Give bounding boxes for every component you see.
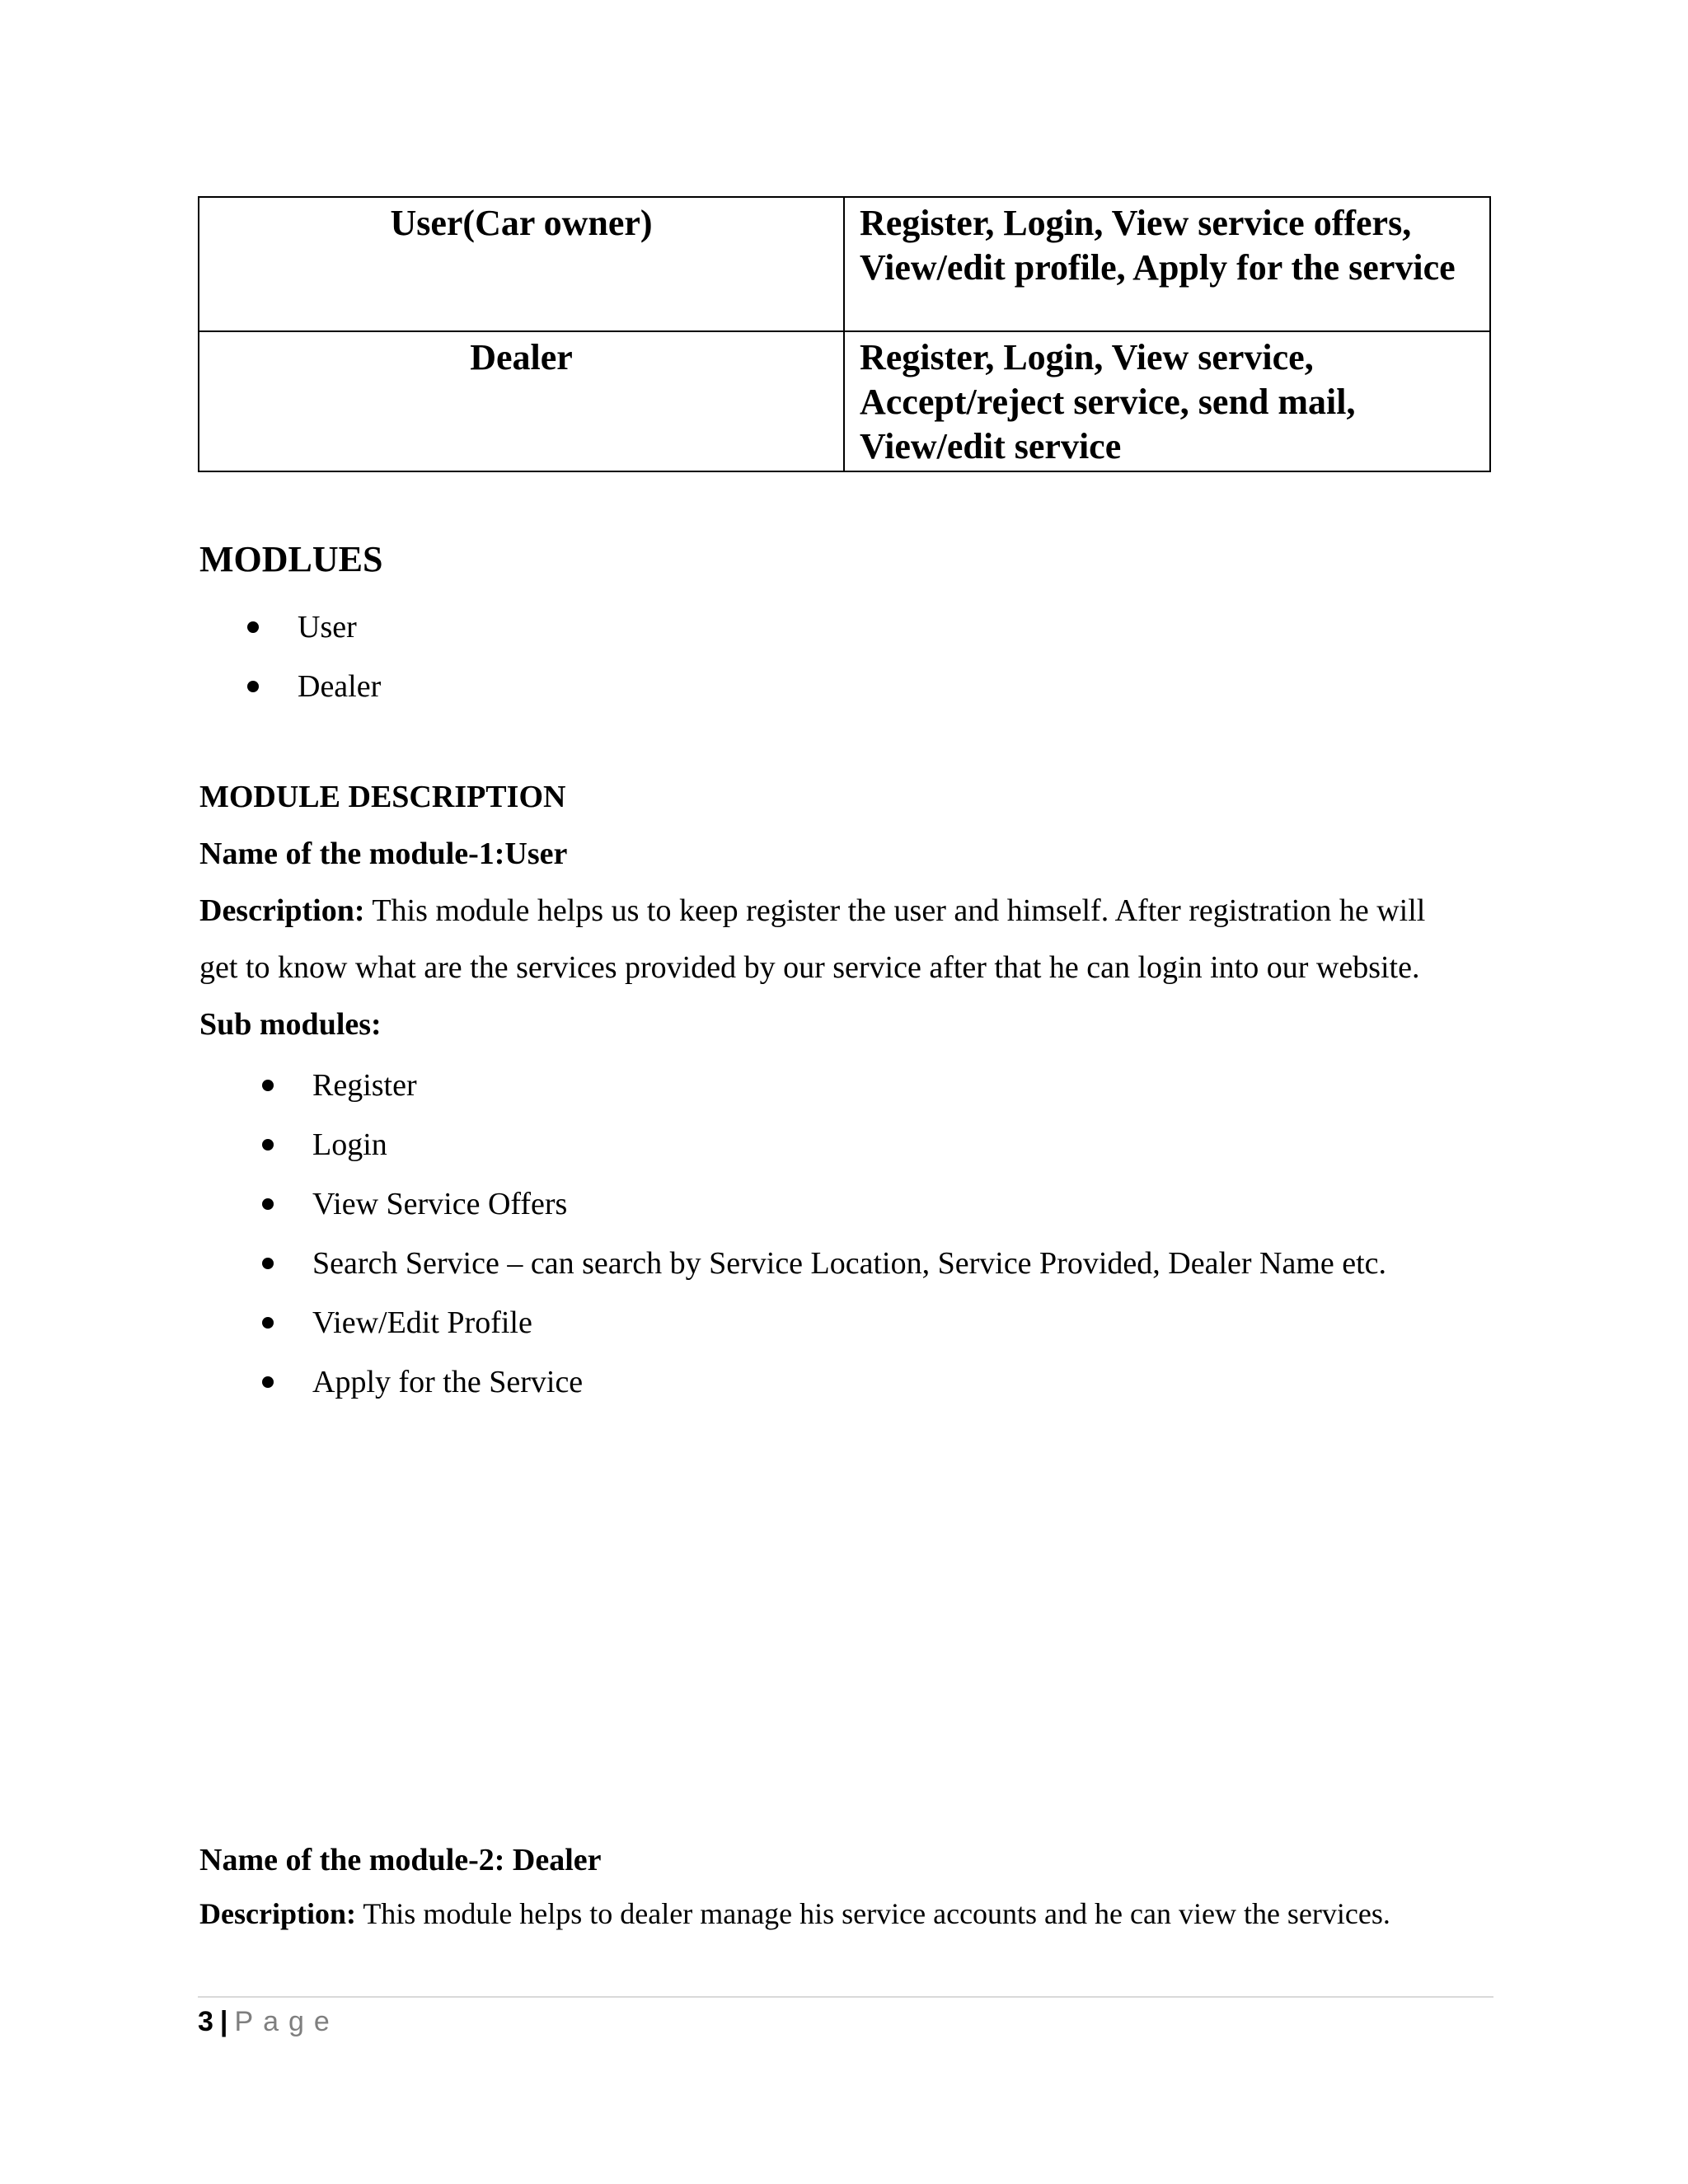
- table-row: [199, 331, 1490, 471]
- functions-cell: Register, Login, View service, Accept/reject service, send mail, View/edit service: [844, 331, 1490, 471]
- bullet-icon: [262, 1198, 274, 1210]
- module-description-heading: MODULE DESCRIPTION: [199, 780, 566, 814]
- bullet-icon: [262, 1080, 274, 1091]
- sub-modules-list: [262, 1065, 1548, 1421]
- list-item: [262, 1361, 1548, 1421]
- description-text: This module helps us to keep register the user and himself. After registration he will: [364, 893, 1426, 928]
- list-item: [262, 1302, 1548, 1361]
- module1-name: Name of the module-1:User: [199, 837, 568, 871]
- list-item-label: User: [298, 610, 357, 644]
- description-text: This module helps to dealer manage his service accounts and he can view the services.: [355, 1897, 1390, 1930]
- role-cell: User(Car owner): [199, 197, 844, 331]
- description-label: Description:: [199, 1897, 356, 1930]
- list-item-label: Dealer: [298, 669, 382, 704]
- list-item-label: Apply for the Service: [312, 1365, 584, 1399]
- bullet-icon: [262, 1139, 274, 1151]
- role-cell: Dealer: [199, 331, 844, 471]
- page-footer: [198, 2001, 340, 2042]
- list-item-label: Search Service – can search by Service Location, Service Provided, Dealer Name etc.: [312, 1246, 1387, 1281]
- bullet-icon: [262, 1376, 274, 1388]
- list-item-label: View Service Offers: [312, 1187, 568, 1221]
- description-label: Description:: [199, 893, 365, 928]
- page-word: Page: [234, 2006, 340, 2037]
- bullet-icon: [262, 1258, 274, 1269]
- bullet-icon: [247, 681, 259, 692]
- list-item: [262, 1124, 1548, 1183]
- module2-name: Name of the module-2: Dealer: [199, 1843, 602, 1877]
- functions-cell: Register, Login, View service offers, View/edit profile, Apply for the service: [844, 197, 1490, 331]
- list-item: [262, 1183, 1548, 1243]
- role-function-table: [198, 196, 1491, 472]
- page-number: 3: [198, 2006, 213, 2037]
- table-row: [199, 197, 1490, 331]
- sub-modules-label: Sub modules:: [199, 1007, 382, 1042]
- bullet-icon: [262, 1317, 274, 1329]
- modules-heading: MODLUES: [199, 539, 383, 579]
- module1-description-line2: get to know what are the services provided by our service after that he can login into our website.: [199, 950, 1420, 985]
- list-item-label: Register: [312, 1068, 417, 1103]
- module1-description-line1: [199, 890, 1425, 931]
- list-item: [262, 1243, 1548, 1302]
- footer-divider: [198, 1996, 1493, 1998]
- bullet-icon: [247, 621, 259, 633]
- list-item-label: View/Edit Profile: [312, 1305, 532, 1340]
- list-item: [262, 1065, 1548, 1124]
- page-separator: |: [219, 2006, 228, 2037]
- module2-description: [199, 1893, 1390, 1934]
- list-item-label: Login: [312, 1127, 387, 1162]
